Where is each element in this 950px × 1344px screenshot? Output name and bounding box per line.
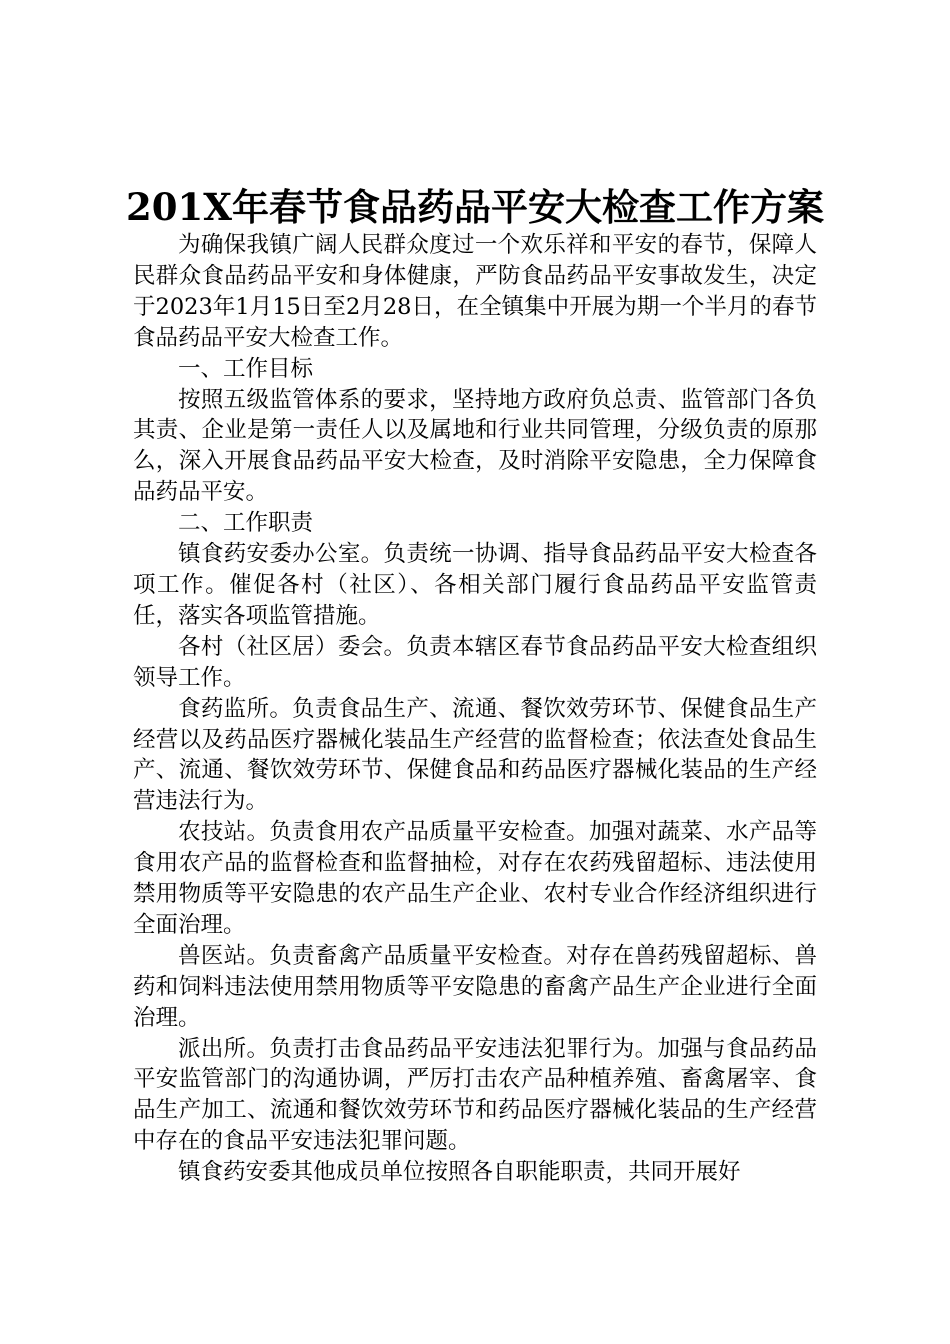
paragraph-office-duty: 镇食药安委办公室。负责统一协调、指导食品药品平安大检查各项工作。催促各村（社区）、各相关部门履行食品药品平安监管责任，落实各项监管措施。 (133, 541, 817, 629)
heading-work-goal: 一、工作目标 (178, 355, 314, 382)
document-title: 201X年春节食品药品平安大检查工作方案 (126, 185, 824, 229)
heading-work-duties: 二、工作职责 (178, 510, 314, 537)
paragraph-food-drug-office-duty: 食药监所。负责食品生产、流通、餐饮效劳环节、保健食品生产经营以及药品医疗器械化装品生产经营的监督检查；依法查处食品生产、流通、餐饮效劳环节、保健食品和药品医疗器械化装品的生产经营违法行为。 (133, 695, 817, 815)
paragraph-other-members: 镇食药安委其他成员单位按照各自职能职责，共同开展好 (178, 1159, 741, 1186)
paragraph-work-goal: 按照五级监管体系的要求，坚持地方政府负总责、监管部门各负其责、企业是第一责任人以及属地和行业共同管理，分级负责的原那么，深入开展食品药品平安大检查，及时消除平安隐患，全力保障食品药品平安。 (133, 386, 817, 506)
paragraph-veterinary-duty: 兽医站。负责畜禽产品质量平安检查。对存在兽药残留超标、兽药和饲料违法使用禁用物质等平安隐患的畜禽产品生产企业进行全面治理。 (133, 942, 817, 1031)
paragraph-agritech-duty: 农技站。负责食用农产品质量平安检查。加强对蔬菜、水产品等食用农产品的监督检查和监督抽检，对存在农药残留超标、违法使用禁用物质等平安隐患的农产品生产企业、农村专业合作经济组织进行全面治理。 (133, 819, 817, 938)
paragraph-village-duty: 各村（社区居）委会。负责本辖区春节食品药品平安大检查组织领导工作。 (133, 633, 817, 691)
paragraph-police-duty: 派出所。负责打击食品药品平安违法犯罪行为。加强与食品药品平安监管部门的沟通协调，严厉打击农产品种植养殖、畜禽屠宰、食品生产加工、流通和餐饮效劳环节和药品医疗器械化装品的生产经营中存在的食品平安违法犯罪问题。 (133, 1035, 817, 1155)
paragraph-intro: 为确保我镇广阔人民群众度过一个欢乐祥和平安的春节，保障人民群众食品药品平安和身体健康，严防食品药品平安事故发生，决定于2023年1月15日至2月28日，在全镇集中开展为期一个半月的春节食品药品平安大检查工作。 (133, 232, 817, 351)
document-body (133, 230, 817, 1188)
